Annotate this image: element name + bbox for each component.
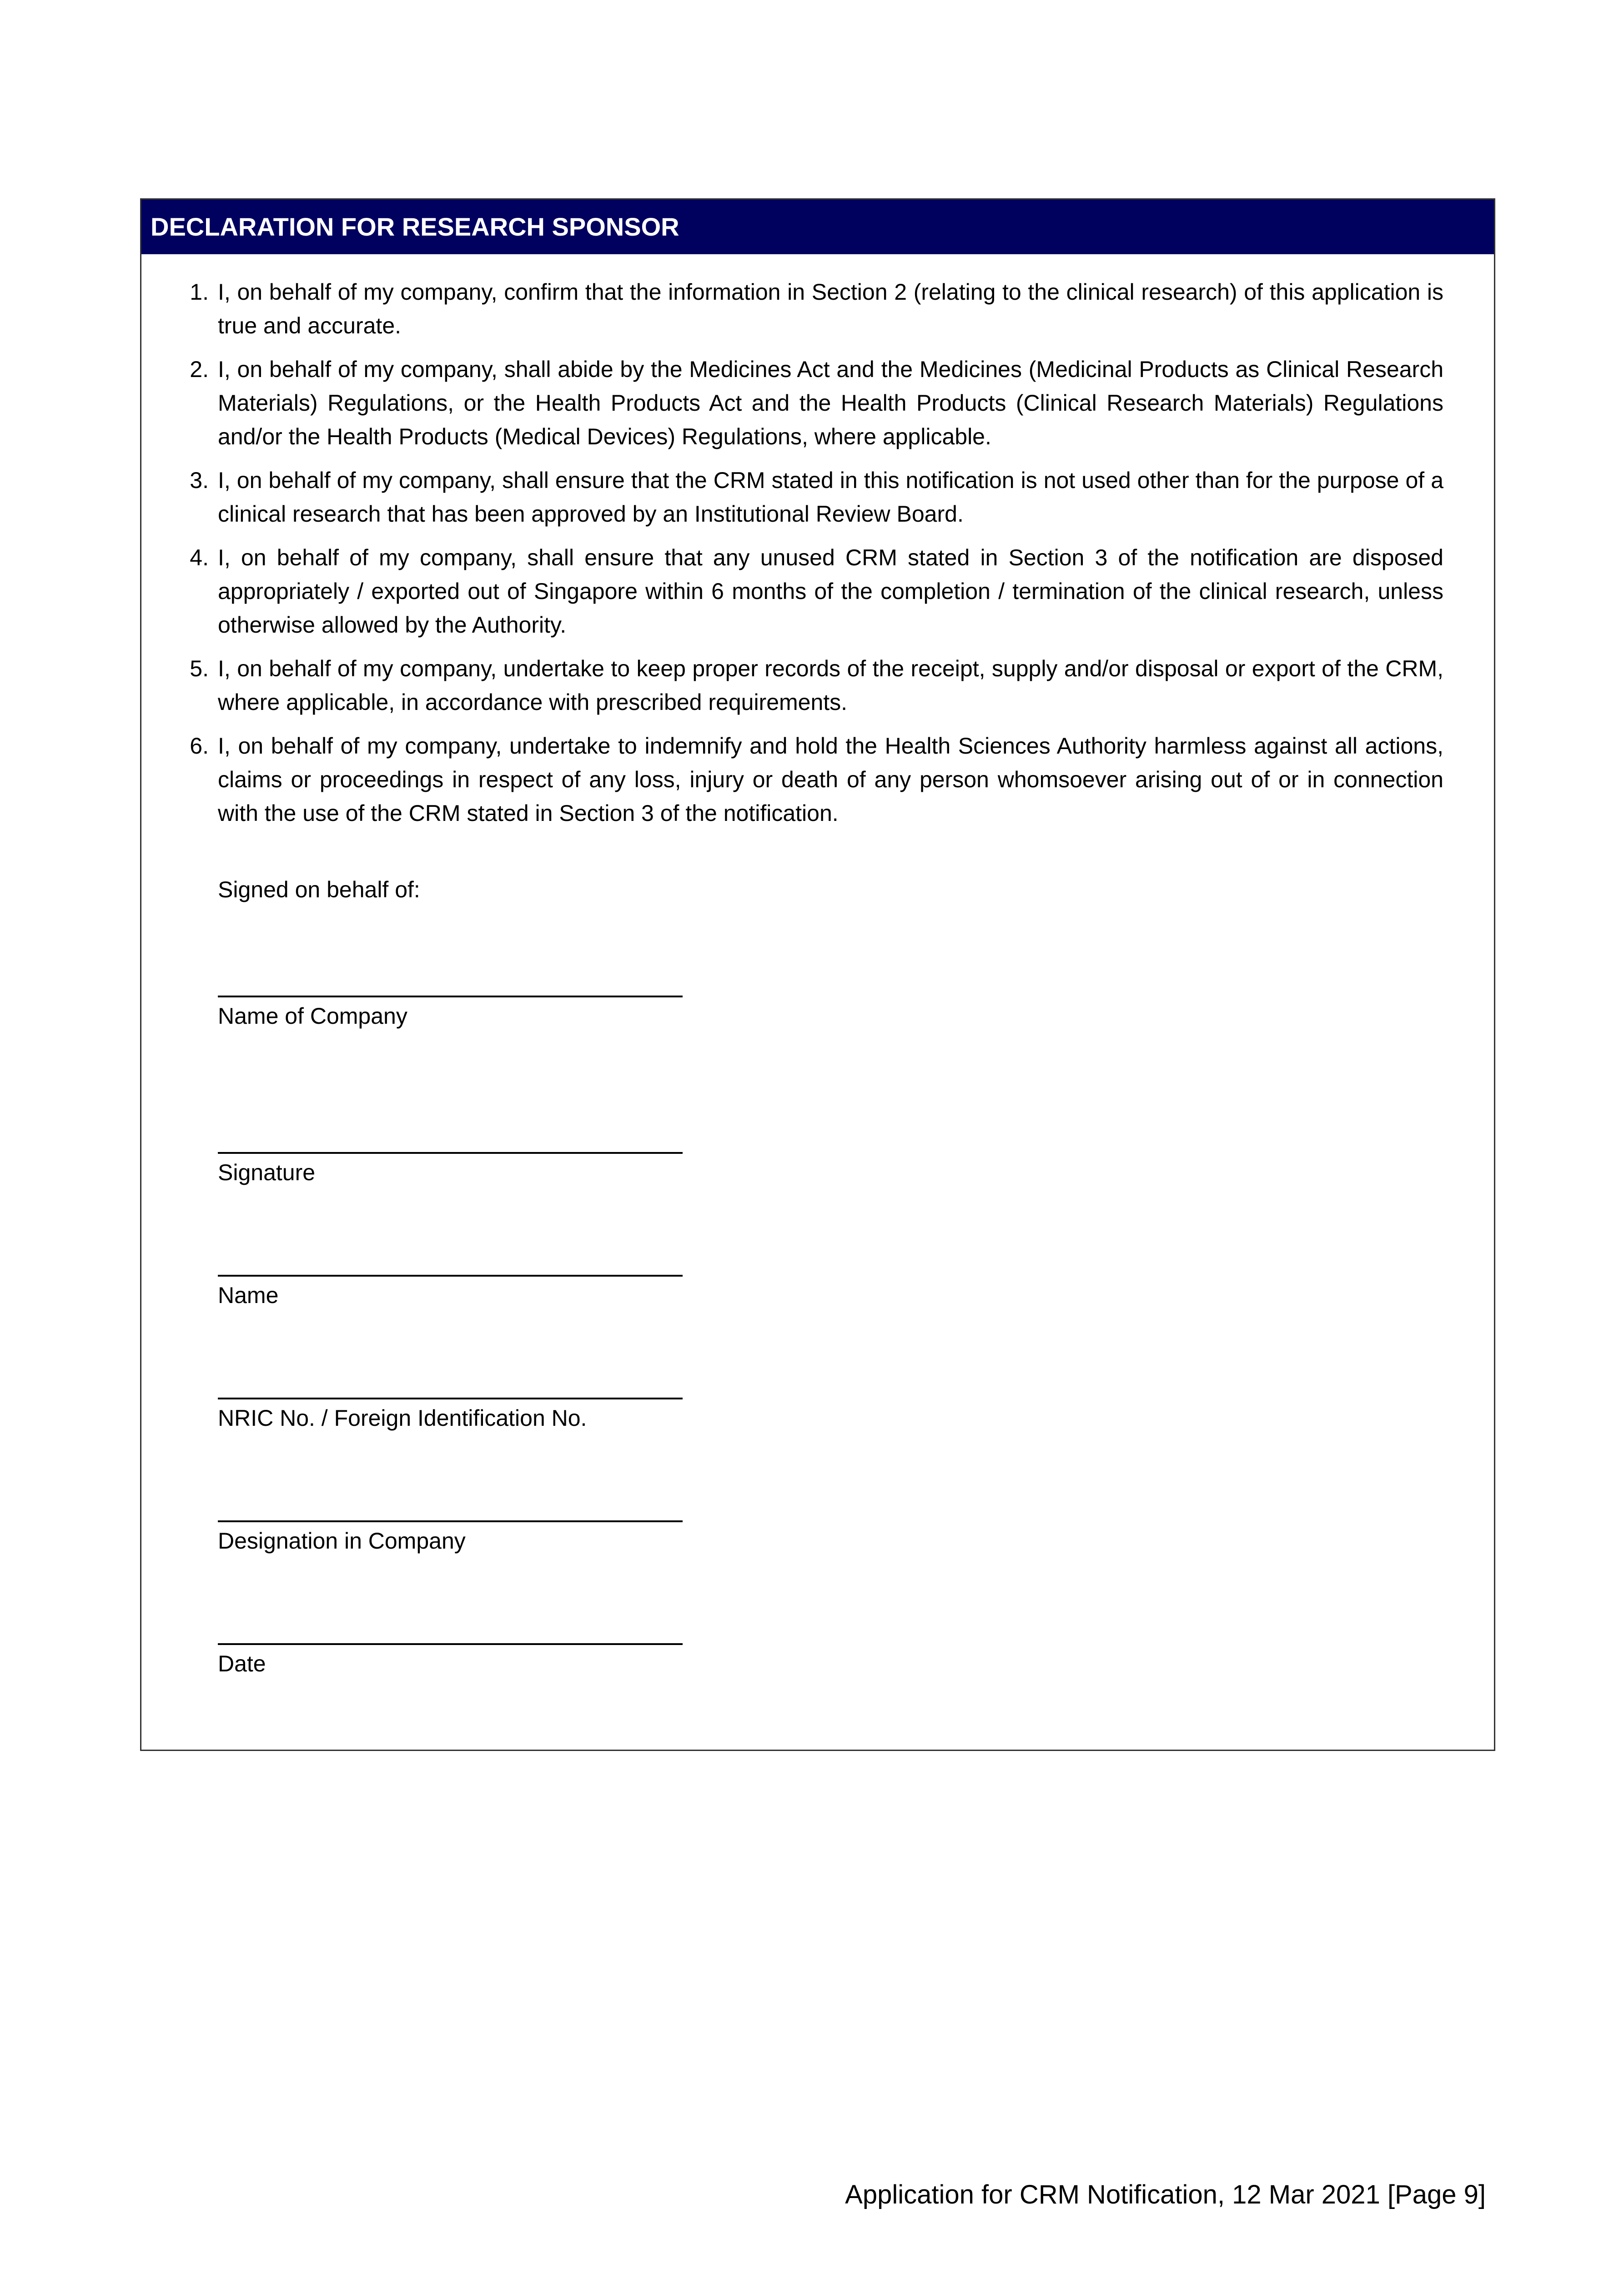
name-field[interactable] bbox=[218, 1275, 683, 1312]
signature-line bbox=[218, 1275, 683, 1277]
signature-line bbox=[218, 1643, 683, 1645]
declaration-item-6 bbox=[190, 729, 1443, 830]
declaration-item-5 bbox=[190, 652, 1443, 719]
date-label: Date bbox=[218, 1651, 266, 1676]
nric-field[interactable] bbox=[218, 1398, 683, 1435]
declaration-section bbox=[140, 198, 1495, 1751]
item-text: I, on behalf of my company, undertake to indemnify and hold the Health Sciences Authority harmless against all actions, claims or proceedings in respect of any loss, injury or death of any person whomsoever arising out of or in connection with the use of the CRM stated in Section 3 of the notification. bbox=[218, 733, 1443, 826]
item-number: 3. bbox=[190, 468, 209, 493]
signed-on-behalf-label: Signed on behalf of: bbox=[218, 877, 420, 902]
item-text: I, on behalf of my company, shall abide by the Medicines Act and the Medicines (Medicinal Products as Clinical Research Materials) Regulations, or the Health Products Act and the Health Products (Clinical Research Materials) Regulations and/or the Health Products (Medical Devices) Regulations, where applicable. bbox=[218, 357, 1443, 449]
signature-line bbox=[218, 1152, 683, 1154]
signature-label: Signature bbox=[218, 1160, 316, 1185]
declaration-item-3 bbox=[190, 463, 1443, 531]
name-label: Name bbox=[218, 1283, 279, 1308]
company-name-field[interactable] bbox=[218, 996, 683, 1033]
signature-line bbox=[218, 1398, 683, 1399]
item-number: 4. bbox=[190, 545, 209, 570]
item-number: 6. bbox=[190, 733, 209, 759]
signature-line bbox=[218, 996, 683, 997]
signature-line bbox=[218, 1520, 683, 1522]
declaration-item-2 bbox=[190, 352, 1443, 453]
declaration-item-4 bbox=[190, 541, 1443, 642]
item-number: 1. bbox=[190, 279, 209, 305]
item-number: 5. bbox=[190, 656, 209, 681]
designation-field[interactable] bbox=[218, 1520, 683, 1558]
declaration-item-1 bbox=[190, 275, 1443, 342]
nric-label: NRIC No. / Foreign Identification No. bbox=[218, 1405, 587, 1431]
page-footer: Application for CRM Notification, 12 Mar 2021 [Page 9] bbox=[845, 2180, 1486, 2209]
designation-label: Designation in Company bbox=[218, 1528, 466, 1554]
item-text: I, on behalf of my company, shall ensure that the CRM stated in this notification is not used other than for the purpose of a clinical research that has been approved by an Institutional Review Board. bbox=[218, 468, 1443, 527]
section-header: DECLARATION FOR RESEARCH SPONSOR bbox=[141, 200, 1494, 254]
company-name-label: Name of Company bbox=[218, 1003, 407, 1029]
item-text: I, on behalf of my company, confirm that the information in Section 2 (relating to the clinical research) of this application is true and accurate. bbox=[218, 279, 1443, 338]
signature-field[interactable] bbox=[218, 1152, 683, 1189]
declaration-list bbox=[190, 275, 1443, 840]
date-field[interactable] bbox=[218, 1643, 683, 1680]
item-number: 2. bbox=[190, 357, 209, 382]
item-text: I, on behalf of my company, shall ensure that any unused CRM stated in Section 3 of the notification are disposed appropriately / exported out of Singapore within 6 months of the completion / termination of the clinical research, unless otherwise allowed by the Authority. bbox=[218, 545, 1443, 638]
item-text: I, on behalf of my company, undertake to keep proper records of the receipt, supply and/or disposal or export of the CRM, where applicable, in accordance with prescribed requirements. bbox=[218, 656, 1443, 715]
